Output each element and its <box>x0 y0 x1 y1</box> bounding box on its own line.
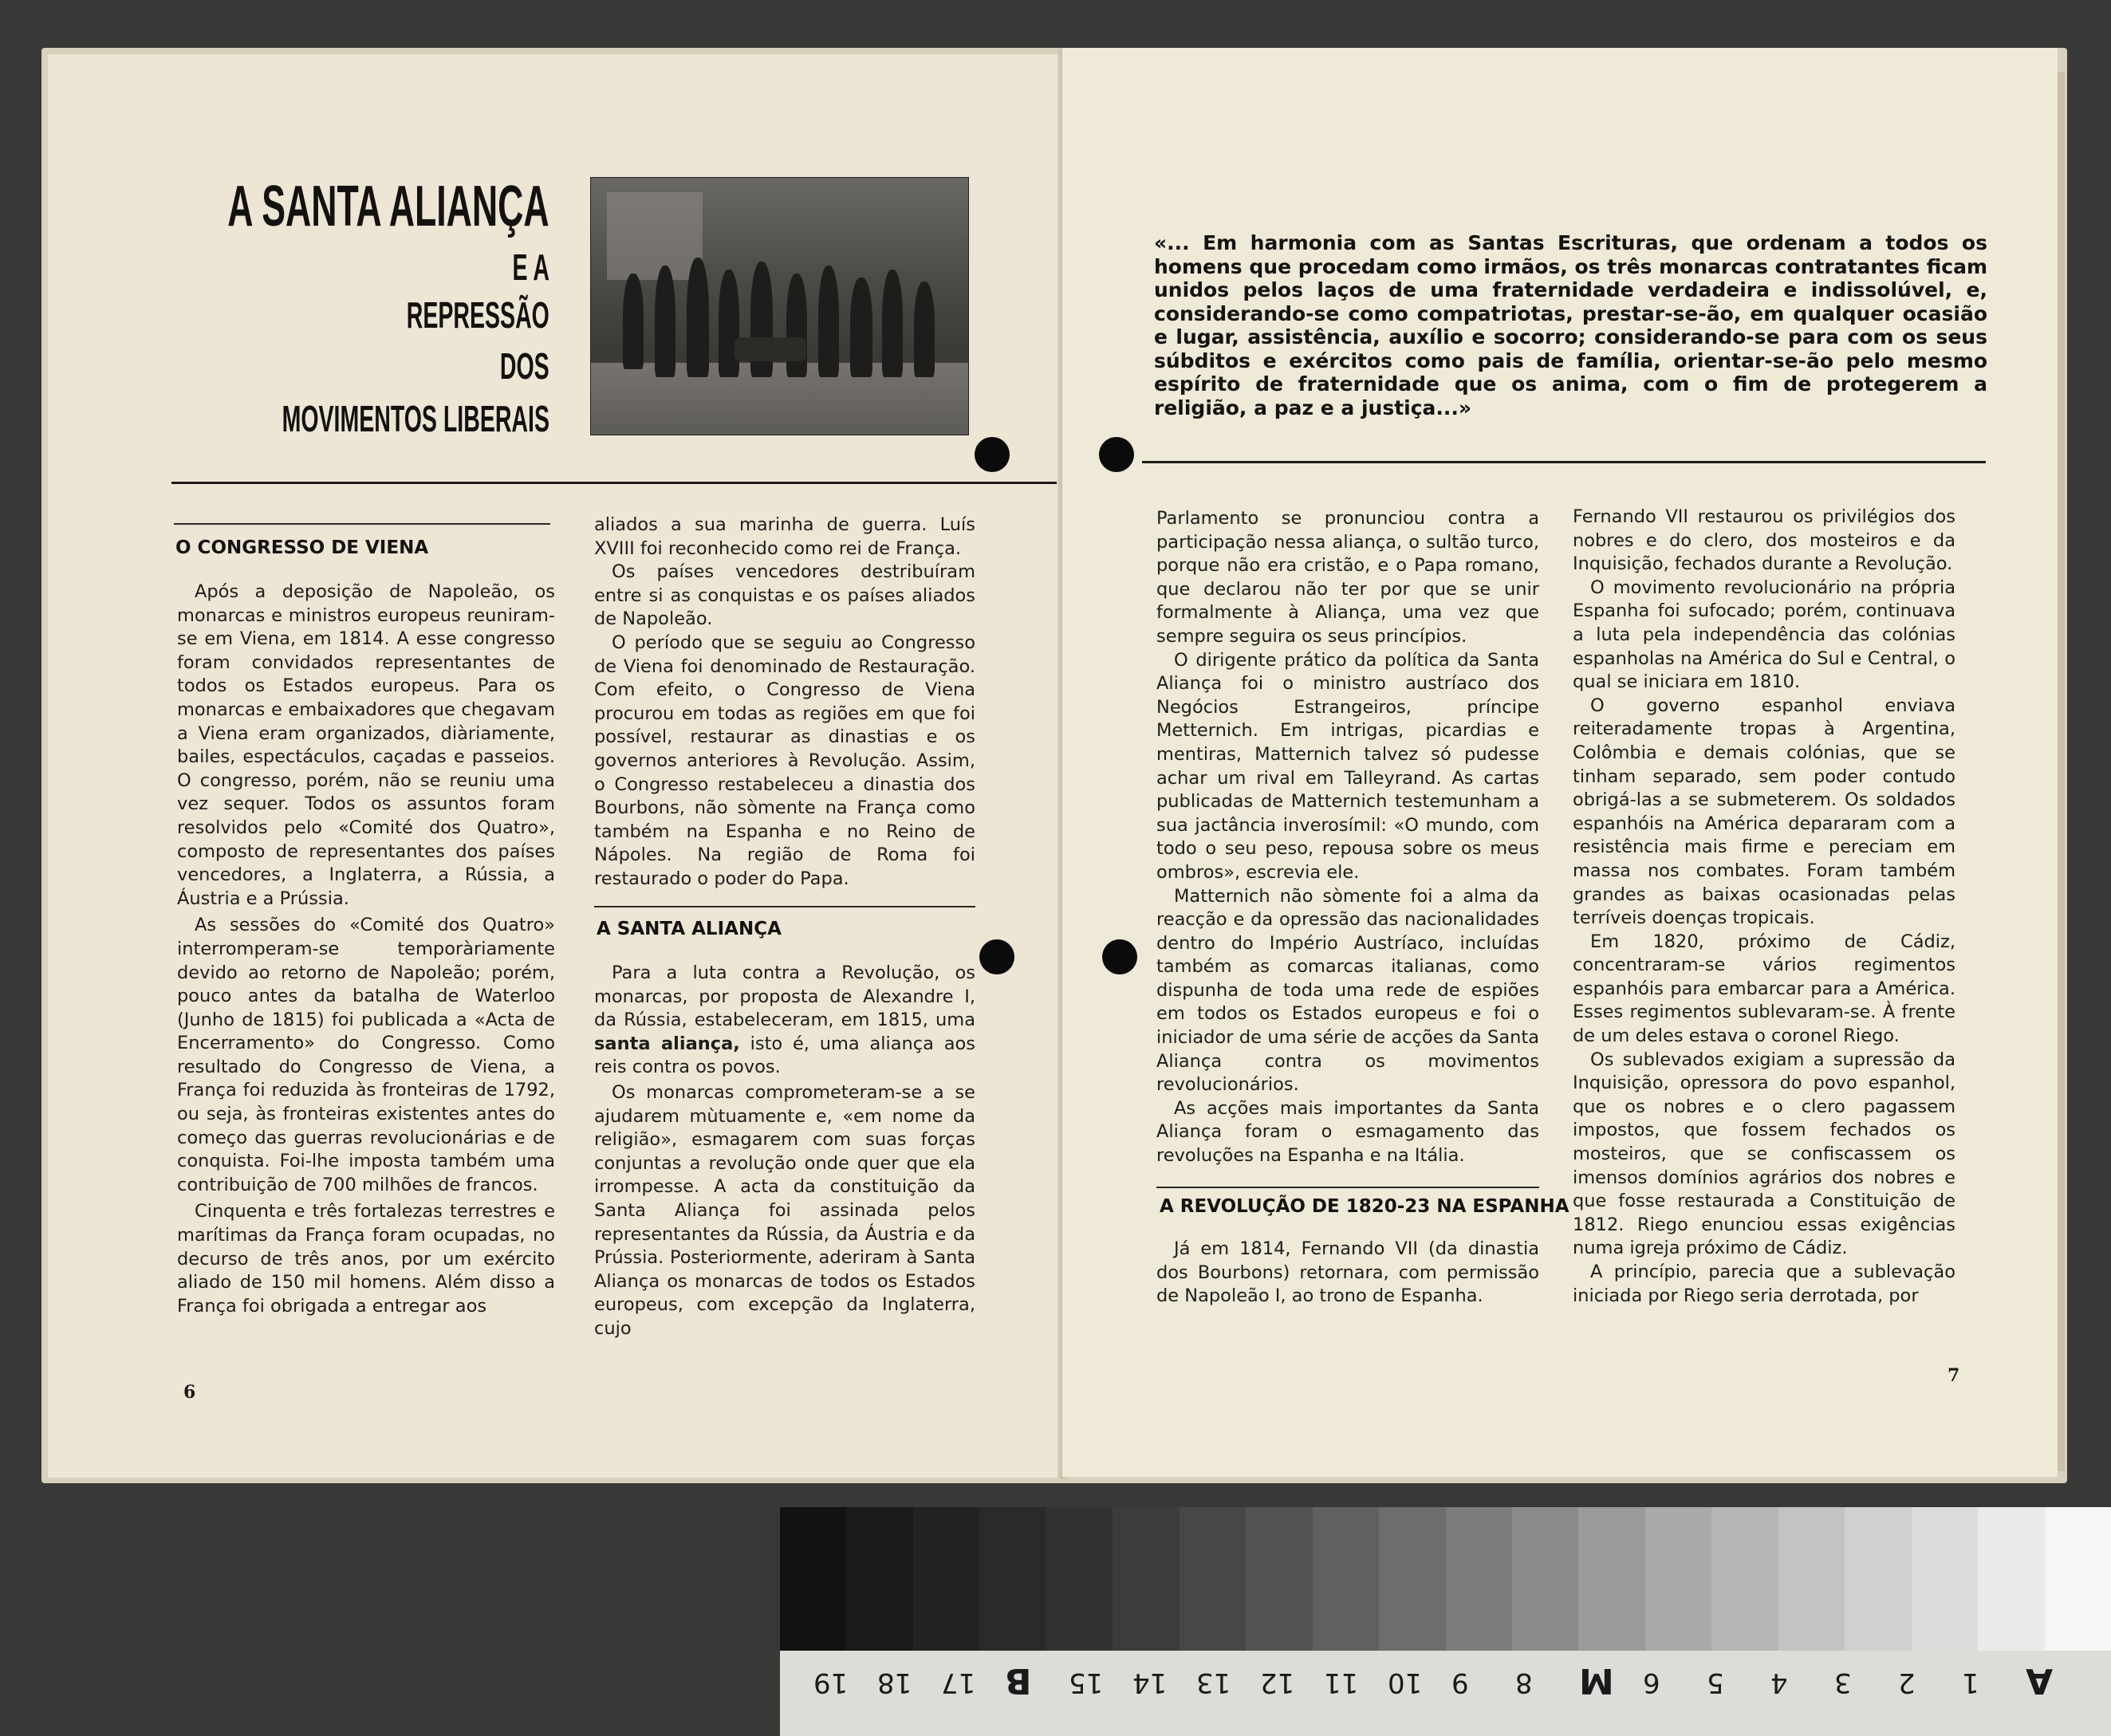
scale-label: 6 <box>1643 1667 1660 1699</box>
page-number-left: 6 <box>183 1382 196 1403</box>
paragraph: As sessões do «Comité dos Quatro» interromperam-se temporàriamente devido ao retorno de Napoleão; porém, pouco antes da batalha de Waterloo (Junho de 1815) foi publicada a «Acta de Encerramento» do Congresso. Como resultado do Congresso de Viena, a França foi reduzida às fronteiras de 1792, ou seja, às fronteiras existentes antes do começo das guerras revolucionárias e de conquista. Foi-lhe imposta também uma contribuição de 700 milhões de francos. <box>177 915 555 1195</box>
gray-swatch <box>1578 1507 1644 1651</box>
scale-label: 9 <box>1451 1667 1469 1699</box>
paragraph: Os monarcas comprometeram-se a se ajudarem mùtuamente e, «em nome da religião», esmagarem com suas forças conjuntas a revolução onde quer que ela irrompesse. A acta da constituição da Santa Aliança foi assinada pelos representantes da Rússia, da Áustria e da Prússia. Posteriormente, aderiram à Santa Aliança os monarcas de todos os Estados europeus, com excepção da Inglaterra, cujo <box>594 1081 975 1339</box>
holy-alliance-quote: «... Em harmonia com as Santas Escrituras, que ordenam a todos os homens que procedam como irmãos, os três monarcas contratantes ficam unidos pelos laços de uma fraternidade verdadeira e indissolúvel, e, considerando-se como compatriotas, prestar-se-ão, em qualquer ocasião e lugar, assistência, auxílio e socorro; considerando-se para com os seus súbditos e exércitos como pais de família, orientar-se-ão pelo mesmo espírito de fraternidade que os anima, com o fim de protegerem a religião, a paz e a justiça...» <box>1154 231 1987 419</box>
scale-label: M <box>1579 1660 1614 1701</box>
title-line-2: E A <box>512 246 549 288</box>
paragraph: Os sublevados exigiam a supressão da Inquisição, opressora do povo espanhol, que os nobres e o clero pagassem impostos, que fossem fechados os mosteiros, que se confiscassem os imensos domínios agrários dos nobres e que fosse restaurada a Constituição de 1812. Riego enunciou essas exigências numa igreja próximo de Cádiz. <box>1573 1049 1955 1259</box>
title-line-4: DOS <box>500 345 549 387</box>
scale-label: 2 <box>1898 1667 1916 1699</box>
scale-label: 8 <box>1515 1667 1533 1699</box>
column-3-continued <box>1156 1238 1539 1309</box>
paragraph: Matternich não sòmente foi a alma da reacção e da opressão das nacionalidades dentro do Império Austríaco, incluídas também as comarcas italianas, como dispunha de toda uma rede de espiões em todos os Estados europeus e foi o iniciador de uma série de acções da Santa Aliança contra os movimentos revolucionários. <box>1156 885 1539 1096</box>
right-top-rule <box>1142 461 1986 463</box>
gray-swatch <box>1379 1507 1445 1651</box>
gray-swatch <box>1978 1507 2044 1651</box>
section-heading-congresso: O CONGRESSO DE VIENA <box>175 537 429 558</box>
gray-swatch <box>1046 1507 1113 1651</box>
scale-label: 11 <box>1324 1667 1359 1699</box>
binding-hole-left-mid <box>979 939 1014 974</box>
binding-hole-right-top <box>1099 437 1134 472</box>
scale-label: 5 <box>1707 1667 1724 1699</box>
scale-label: A <box>2026 1660 2054 1701</box>
paragraph: Cinquenta e três fortalezas terrestres e marítimas da França foram ocupadas, no decurso de três anos, por um exército aliado de 150 mil homens. Além disso a França foi obrigada a entregar aos <box>177 1201 555 1317</box>
title-line-1: A SANTA ALIANÇA <box>227 175 549 238</box>
gray-swatch <box>1645 1507 1711 1651</box>
gray-swatch <box>1711 1507 1778 1651</box>
binding-hole-right-mid <box>1102 939 1137 974</box>
scale-label: 19 <box>813 1667 849 1699</box>
gray-swatch <box>979 1507 1046 1651</box>
paragraph: Já em 1814, Fernando VII (da dinastia dos Bourbons) retornara, com permissão de Napoleão I, ao trono de Espanha. <box>1156 1238 1539 1307</box>
gray-swatch <box>2045 1507 2111 1651</box>
gray-swatch <box>1113 1507 1179 1651</box>
grayscale-swatches <box>780 1507 2111 1651</box>
scale-label: 4 <box>1770 1667 1788 1699</box>
column-2 <box>594 514 975 892</box>
section-heading-santa-alianca: A SANTA ALIANÇA <box>597 919 782 939</box>
column-4 <box>1573 506 1955 1308</box>
gray-swatch <box>1778 1507 1845 1651</box>
paragraph: As acções mais importantes da Santa Aliança foram o esmagamento das revoluções na Espanha e na Itália. <box>1156 1097 1539 1167</box>
scale-label: 12 <box>1260 1667 1295 1699</box>
title-line-3: REPRESSÃO <box>406 294 549 336</box>
gray-swatch <box>1246 1507 1312 1651</box>
scale-label: 10 <box>1388 1667 1423 1699</box>
title-line-5: MOVIMENTOS LIBERAIS <box>282 398 549 439</box>
congresso-rule <box>174 523 550 525</box>
gray-swatch <box>1180 1507 1246 1651</box>
scale-label: 15 <box>1069 1667 1104 1699</box>
paragraph: O período que se seguiu ao Congresso de Viena foi denominado de Restauração. Com efeito, o Congresso de Viena procurou em todas as regiões em que foi possível, restaurar as dinastias e os governos anteriores à Revolução. Assim, o Congresso restabeleceu a dinastia dos Bourbons, não sòmente na França como também na Espanha e no Reino de Nápoles. Na região de Roma foi restaurado o poder do Papa. <box>594 632 975 889</box>
scale-label: B <box>1005 1660 1032 1701</box>
scale-label: 18 <box>877 1667 912 1699</box>
santa-alianca-rule <box>594 906 975 907</box>
scale-label: 13 <box>1196 1667 1231 1699</box>
gray-swatch <box>1845 1507 1911 1651</box>
paragraph: O governo espanhol enviava reiteradamente tropas à Argentina, Colômbia e demais colónias, que se tinham separado, sem poder contudo obrigá-las a se submeterem. Os soldados espanhóis na América depararam com a resistência mais firme e pereciam em massa nos combates. Foram também grandes as baixas ocasionadas pelas terríveis doenças tropicais. <box>1573 695 1955 929</box>
page-number-right: 7 <box>1948 1365 1960 1386</box>
paragraph: O dirigente prático da política da Santa Aliança foi o ministro austríaco dos Negócios Estrangeiros, príncipe Metternich. Em intrigas, picardias e mentiras, Matternich talvez só pudesse achar um rival em Talleyrand. As cartas publicadas de Matternich testemunham a sua jactância inverosímil: «O mundo, com todo o seu peso, repousa sobre os meus ombros», escrevia ele. <box>1156 649 1539 883</box>
paragraph: Em 1820, próximo de Cádiz, concentraram-se vários regimentos espanhóis para embarcar para a América. Esses regimentos sublevaram-se. À frente de um deles estava o coronel Riego. <box>1573 931 1955 1047</box>
column-2-continued <box>594 962 975 1341</box>
gray-swatch <box>846 1507 912 1651</box>
paragraph: Para a luta contra a Revolução, os monarcas, por proposta de Alexandre I, da Rússia, estabeleceram, em 1815, uma santa aliança, isto é, uma aliança aos reis contra os povos. <box>594 962 975 1078</box>
paragraph: Parlamento se pronunciou contra a participação nessa aliança, o sultão turco, porque não era cristão, e o Papa romano, que declarou não ter por que se unir formalmente à Aliança, uma vez que sempre seguira os seus princípios. <box>1156 508 1539 647</box>
scale-label: 3 <box>1834 1667 1852 1699</box>
column-3 <box>1156 507 1539 1168</box>
paragraph: Após a deposição de Napoleão, os monarcas e ministros europeus reuniram-se em Viena, em 1814. A esse congresso foram convidados representantes de todos os Estados europeus. Para os monarcas e embaixadores que chegavam a Viena eram organizados, diàriamente, bailes, espectáculos, caçadas e passeios. O congresso, porém, não se reuniu uma vez sequer. Todos os assuntos foram resolvidos pelo «Comité dos Quatro», composto de representantes dos países vencedores, a Inglaterra, a Rússia, a Áustria e a Prússia. <box>177 581 555 909</box>
congress-of-vienna-illustration <box>590 177 969 435</box>
gray-swatch <box>1512 1507 1578 1651</box>
paragraph: Os países vencedores destribuíram entre si as conquistas e os países aliados de Napoleão. <box>594 561 975 630</box>
scale-label: 14 <box>1132 1667 1168 1699</box>
gray-swatch <box>1446 1507 1512 1651</box>
gray-swatch <box>1313 1507 1379 1651</box>
left-top-rule <box>171 482 1057 484</box>
section-heading-revolucao: A REVOLUÇÃO DE 1820-23 NA ESPANHA <box>1160 1196 1569 1217</box>
paragraph: O movimento revolucionário na própria Espanha foi sufocado; porém, continuava a luta pela independência das colónias espanholas na América do Sul e Central, o qual se iniciara em 1810. <box>1573 577 1955 693</box>
gray-swatch <box>1912 1507 1978 1651</box>
column-1 <box>177 581 555 1318</box>
paragraph: A princípio, parecia que a sublevação iniciada por Riego seria derrotada, por <box>1573 1262 1955 1306</box>
paragraph: aliados a sua marinha de guerra. Luís XVIII foi reconhecido como rei de França. <box>594 514 975 559</box>
gray-swatch <box>780 1507 846 1651</box>
scale-label: 17 <box>941 1667 976 1699</box>
paragraph: Fernando VII restaurou os privilégios dos nobres e do clero, dos mosteiros e da Inquisição, fechados durante a Revolução. <box>1573 506 1955 575</box>
revolucao-rule <box>1156 1187 1539 1188</box>
gray-swatch <box>913 1507 979 1651</box>
binding-hole-left-top <box>975 437 1010 472</box>
scale-label: 1 <box>1962 1667 1979 1699</box>
